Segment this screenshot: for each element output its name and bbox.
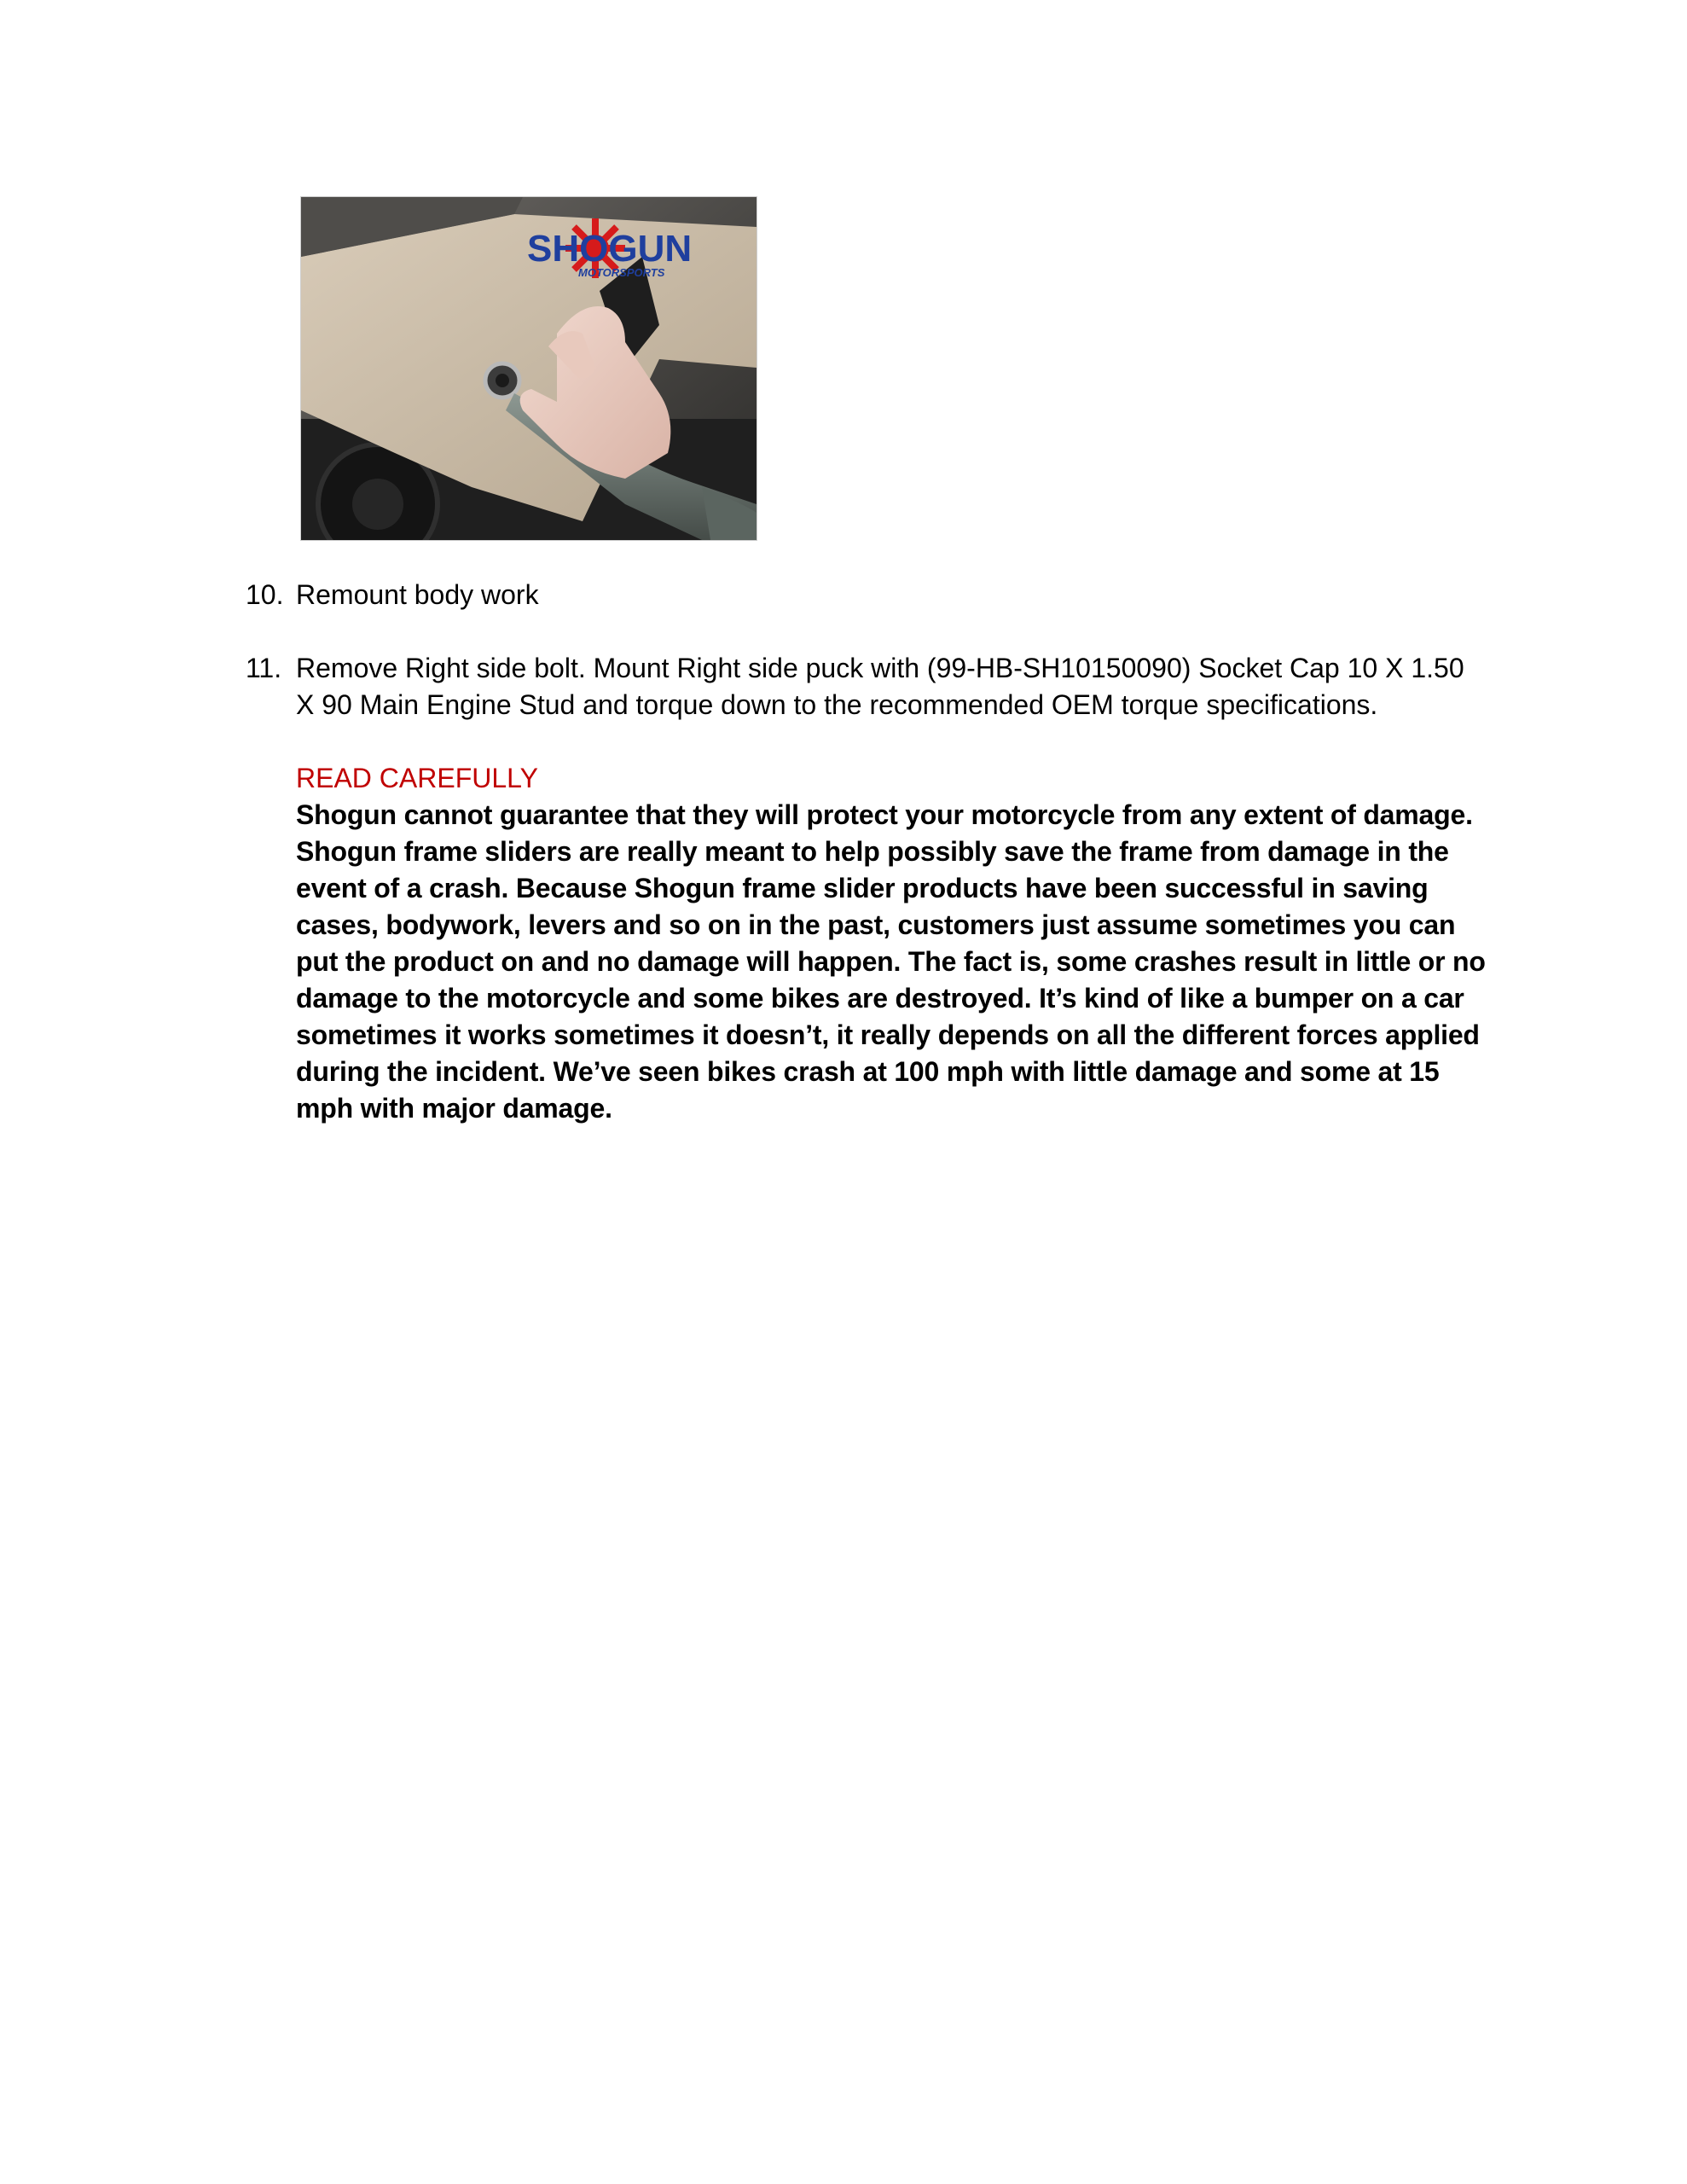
instruction-photo bbox=[300, 196, 757, 541]
list-item bbox=[246, 577, 1508, 613]
step-number: 11. bbox=[246, 653, 282, 683]
notice-body: Shogun cannot guarantee that they will protect your motorcycle from any extent of damage. Shogun frame sliders are really meant to help possibly save the frame from damage in the event of a crash. Because Shogun frame slider products have been successful in saving cases, bodywork, levers and so on in the past, customers just assume sometimes you can put the product on and no damage will happen. The fact is, some crashes result in little or no damage to the motorcycle and some bikes are destroyed. It’s kind of like a bumper on a car sometimes it works sometimes it doesn’t, it really depends on all the different forces applied during the incident. We’ve seen bikes crash at 100 mph with little damage and some at 15 mph with major damage. bbox=[296, 799, 1486, 1124]
step-text: Remount body work bbox=[296, 579, 539, 610]
warning-notice bbox=[296, 760, 1499, 1127]
step-text: Remove Right side bolt. Mount Right side puck with (99-HB-SH10150090) Socket Cap 10 X 1.50 X 90 Main Engine Stud and torque down to the recommended OEM torque specifications. bbox=[296, 653, 1464, 720]
logo-text: SHOGUN bbox=[527, 228, 693, 270]
list-item bbox=[246, 650, 1508, 723]
logo-subtext: MOTORSPORTS bbox=[578, 266, 665, 279]
notice-title: READ CAREFULLY bbox=[296, 763, 538, 793]
step-number: 10. bbox=[246, 579, 284, 610]
